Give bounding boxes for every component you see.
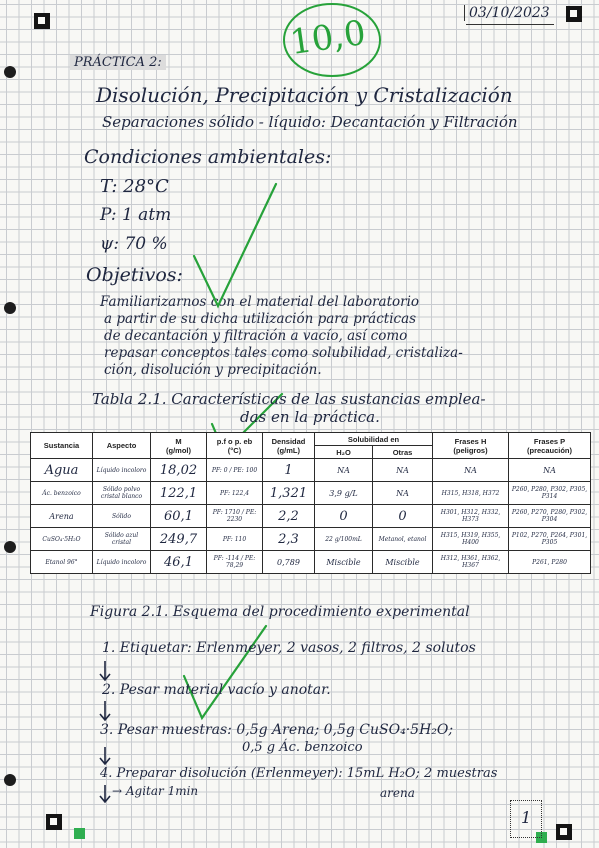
cell-m: 60,1: [151, 505, 207, 528]
cell-h2o: 3,9 g/L: [315, 482, 373, 505]
table-row: [31, 505, 591, 528]
cell-frases-p: P260, P270, P280, P302, P304: [509, 505, 591, 528]
objectives-heading: Objetivos:: [86, 264, 183, 286]
cell-aspecto: Sólido polvo cristal blanco: [93, 482, 151, 505]
cell-densidad: 0,789: [263, 551, 315, 574]
cell-pf: PF: 0 / PE: 100: [207, 459, 263, 482]
cell-sustancia: Etanol 96°: [31, 551, 93, 574]
corner-marker-bottom-right: [556, 824, 572, 840]
cell-pf: PF: 110: [207, 528, 263, 551]
objectives-line: Familiarizarnos con el material del laboratorio: [100, 294, 420, 310]
cell-aspecto: Líquido incoloro: [93, 459, 151, 482]
figure-caption: Figura 2.1. Esquema del procedimiento experimental: [90, 604, 470, 620]
green-checkmark: [190, 180, 280, 310]
cell-sustancia: CuSO₄·5H₂O: [31, 528, 93, 551]
procedure-step: 2. Pesar material vacío y anotar.: [102, 682, 331, 698]
down-arrow-icon: [98, 700, 112, 722]
col-header-m: M (g/mol): [151, 433, 207, 459]
procedure-step: 3. Pesar muestras: 0,5g Arena; 0,5g CuSO₄·5H₂O;: [100, 722, 454, 738]
corner-marker-bottom-left: [46, 814, 62, 830]
cell-otras: Miscible: [373, 551, 433, 574]
cell-frases-p: NA: [509, 459, 591, 482]
cell-m: 46,1: [151, 551, 207, 574]
date-underline: [466, 24, 554, 25]
cell-frases-h: H301, H312, H332, H373: [433, 505, 509, 528]
table-caption-line1: Tabla 2.1. Características de las sustancias emplea-: [92, 390, 486, 408]
cell-aspecto: Sólido azul cristal: [93, 528, 151, 551]
substances-table: [30, 432, 591, 574]
objectives-line: ción, disolución y precipitación.: [104, 362, 322, 378]
conditions-heading: Condiciones ambientales:: [84, 146, 332, 168]
cell-h2o: Miscible: [315, 551, 373, 574]
cell-m: 18,02: [151, 459, 207, 482]
cell-otras: Metanol, etanol: [373, 528, 433, 551]
table-row: [31, 482, 591, 505]
page-number: 1: [521, 808, 532, 827]
condition-humidity: ψ: 70 %: [100, 234, 168, 254]
cell-frases-h: H315, H319, H355, H400: [433, 528, 509, 551]
cell-pf: PF: 1710 / PE: 2230: [207, 505, 263, 528]
cell-densidad: 1: [263, 459, 315, 482]
binder-hole: [4, 66, 16, 78]
cell-pf: PF: -114 / PE: 78,29: [207, 551, 263, 574]
green-marker: [74, 828, 85, 839]
down-arrow-icon: [98, 784, 112, 804]
cell-frases-h: NA: [433, 459, 509, 482]
cell-h2o: NA: [315, 459, 373, 482]
cell-pf: PF: 122,4: [207, 482, 263, 505]
procedure-step: 0,5 g Ác. benzoico: [242, 740, 363, 755]
cell-frases-h: H312, H361, H362, H367: [433, 551, 509, 574]
cell-otras: 0: [373, 505, 433, 528]
corner-marker-top-right: [566, 6, 582, 22]
cell-densidad: 1,321: [263, 482, 315, 505]
condition-pressure: P: 1 atm: [100, 205, 172, 225]
table-row: [31, 551, 591, 574]
binder-hole: [4, 774, 16, 786]
cell-otras: NA: [373, 482, 433, 505]
practica-title-line2: Separaciones sólido - líquido: Decantación y Filtración: [102, 113, 518, 131]
col-header-pf: p.f o p. eb (°C): [207, 433, 263, 459]
col-header-solubilidad: Solubilidad en: [315, 433, 433, 446]
cell-aspecto: Líquido incoloro: [93, 551, 151, 574]
cell-otras: NA: [373, 459, 433, 482]
grade-value: 10,0: [287, 12, 369, 64]
procedure-step: → Agitar 1min: [112, 784, 199, 798]
table-row: [31, 459, 591, 482]
col-header-h2o: H₂O: [315, 446, 373, 459]
cell-densidad: 2,3: [263, 528, 315, 551]
cell-m: 122,1: [151, 482, 207, 505]
objectives-line: de decantación y filtración a vacío, así como: [104, 328, 408, 344]
col-header-otras: Otras: [373, 446, 433, 459]
cell-frases-h: H315, H318, H372: [433, 482, 509, 505]
cell-sustancia: Arena: [31, 505, 93, 528]
down-arrow-icon: [98, 746, 112, 766]
practica-title-line1: Disolución, Precipitación y Cristalización: [96, 83, 513, 107]
cell-m: 249,7: [151, 528, 207, 551]
procedure-step: arena: [380, 786, 415, 800]
condition-temperature: T: 28°C: [100, 176, 169, 197]
cell-aspecto: Sólido: [93, 505, 151, 528]
cell-frases-p: P261, P280: [509, 551, 591, 574]
cell-densidad: 2,2: [263, 505, 315, 528]
binder-hole: [4, 541, 16, 553]
objectives-line: repasar conceptos tales como solubilidad, cristaliza-: [104, 345, 463, 361]
procedure-step: 1. Etiquetar: Erlenmeyer, 2 vasos, 2 filtros, 2 solutos: [102, 640, 476, 656]
table-caption-line2: das en la práctica.: [240, 408, 380, 426]
col-header-sustancia: Sustancia: [31, 433, 93, 459]
cell-h2o: 0: [315, 505, 373, 528]
cell-frases-p: P260, P280, P302, P305, P314: [509, 482, 591, 505]
practica-label: PRÁCTICA 2:: [70, 55, 166, 70]
cell-h2o: 22 g/100mL: [315, 528, 373, 551]
col-header-densidad: Densidad (g/mL): [263, 433, 315, 459]
green-checkmark: [180, 622, 270, 722]
col-header-frases-p: Frases P (precaución): [509, 433, 591, 459]
objectives-line: a partir de su dicha utilización para prácticas: [104, 311, 417, 327]
cell-sustancia: Ác. benzoico: [31, 482, 93, 505]
col-header-aspecto: Aspecto: [93, 433, 151, 459]
procedure-step: 4. Preparar disolución (Erlenmeyer): 15mL H₂O; 2 muestras: [100, 766, 498, 781]
down-arrow-icon: [98, 660, 112, 682]
date-label: 03/10/2023: [464, 5, 550, 21]
table-row: [31, 528, 591, 551]
cell-sustancia: Agua: [31, 459, 93, 482]
binder-hole: [4, 302, 16, 314]
corner-marker-top-left: [34, 13, 50, 29]
cell-frases-p: P102, P270, P264, P301, P305: [509, 528, 591, 551]
col-header-frases-h: Frases H (peligros): [433, 433, 509, 459]
